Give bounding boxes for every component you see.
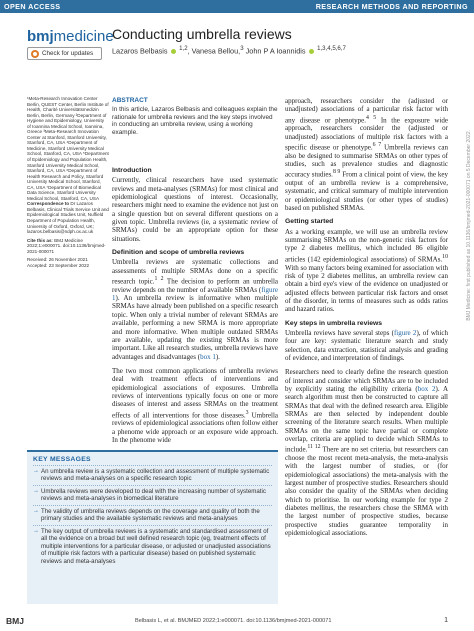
intro-text: Currently, clinical researchers have used systematic reviews and meta-analyses (SRMAs) for most clinical and epidemiological questions of interest. Occasionally, researchers might need to examine the evidence not just on a single question but on several different questions on a given topic. Umbrella reviews (ie, a systematic review of SRMAs) could be an appropriate option for these situations. xyxy=(112,176,278,243)
check-for-updates-button[interactable] xyxy=(27,47,102,60)
text-run: Umbrella reviews are systematic collections and assessments of multiple SRMAs done on a specific research topic. xyxy=(112,258,278,286)
section-label: RESEARCH METHODS AND REPORTING xyxy=(315,2,468,11)
definition-heading: Definition and scope of umbrella reviews xyxy=(112,249,245,257)
text-run: Researchers need to clearly define the research question of interest and consider which SRMAs are to be included by explicitly stating the eligibility criteria ( xyxy=(285,368,448,393)
text-run: From a clinical point of view, the key output of an umbrella review is a comprehensive, systematic, and critical summary of multiple intervention or epidemiological studies (or other types of studies) based on published SRMAs. xyxy=(285,170,448,213)
text-run: Umbrella reviews of epidemiological associations often follow either a phenome wide approach or an exposure wide approach. In the phenome wide xyxy=(112,410,278,444)
ref-sup[interactable]: 8 9 xyxy=(332,169,341,176)
getting-started-text xyxy=(285,228,448,314)
author-list xyxy=(112,45,346,55)
received-date: Received: 26 November 2021 xyxy=(27,257,88,263)
list-item: → Umbrella reviews were developed to deal with the increasing number of systematic reviews and meta-analyses in biomedical literature xyxy=(33,485,272,505)
text-run: The two most common applications of umbrella reviews deal with treatment effects of interventions and epidemiological associations of exposures. Umbrella reviews of interventions typically focus on one or more diseases of interest and assess SRMAs on the treatment effects of all interventions for those diseases. xyxy=(112,366,278,419)
abstract-text: In this article, Lazaros Belbasis and colleagues explain the rationale for umbrella reviews and the key steps involved in conducting an umbrella review, using a working example. xyxy=(112,106,278,136)
ref-sup[interactable]: 1 2 xyxy=(154,276,164,283)
list-item: → An umbrella review is a systematic collection and assessment of multiple systematic reviews and meta-analyses on a specific research topic xyxy=(33,465,272,485)
bmj-brand: BMJ xyxy=(6,616,24,626)
journal-logo[interactable] xyxy=(27,28,114,45)
ref-sup[interactable]: 6 7 xyxy=(372,142,382,149)
intro-heading: Introduction xyxy=(112,167,152,174)
correspondence-label: Correspondence to xyxy=(27,201,70,207)
ref-sup[interactable]: 11 12 xyxy=(307,444,321,451)
text-run: ), of which four are key: systematic literature search and study selection, data extraction, statistical analysis and grading of evidence, and interpretation of findings. xyxy=(285,328,448,362)
key-messages-heading: KEY MESSAGES xyxy=(33,456,91,463)
author-1-affil: 1,2 xyxy=(179,45,188,52)
page-footer xyxy=(0,612,474,631)
logo-rest: medicine xyxy=(53,28,114,45)
key-steps-p2 xyxy=(285,368,448,537)
correspondence xyxy=(27,201,109,234)
top-banner xyxy=(0,0,474,13)
main-column-left xyxy=(112,167,278,450)
box-1-link[interactable]: box 1 xyxy=(200,352,216,361)
footer-citation: Belbasis L, et al. BMJMED 2022;1:e000071. doi:10.1136/bmjmed-2021-000071 xyxy=(135,618,332,624)
text-run: Umbrella reviews can also be designed to summarise SRMAs on other types of studies, such as prevalence studies and diagnostic accuracy studies. xyxy=(285,143,448,179)
crossmark-icon xyxy=(31,50,39,58)
definition-p1 xyxy=(112,258,278,360)
ref-sup[interactable]: 3 xyxy=(245,409,249,416)
main-column-right xyxy=(285,97,448,543)
text-run: Umbrella reviews have several steps ( xyxy=(285,328,394,337)
key-steps-heading: Key steps in umbrella reviews xyxy=(285,319,383,327)
ref-sup[interactable]: 10 xyxy=(442,253,448,260)
text-run: ). xyxy=(215,352,220,361)
figure-1-link[interactable]: figure 1 xyxy=(112,285,278,303)
page-number: 1 xyxy=(444,617,448,624)
side-note: BMJ Medicine: first published as 10.1136/bmjmed-2021-000071 on 5 December 2022. xyxy=(466,130,472,321)
orcid-icon[interactable] xyxy=(309,49,315,55)
scope-continued xyxy=(285,97,448,212)
key-messages-box xyxy=(27,450,278,604)
text-run: In the exposure wide approach, researchers consider the (adjusted or unadjusted) associations of multiple risk factors with a specific disease or phenotype. xyxy=(285,116,448,152)
box-2-link[interactable]: box 2 xyxy=(417,384,436,393)
author-1[interactable]: Lazaros Belbasis xyxy=(112,46,168,56)
cite-label: Cite this as xyxy=(27,237,52,243)
logo-bold: bmj xyxy=(27,28,54,45)
author-3-affil: 1,3,4,5,6,7 xyxy=(317,45,346,52)
text-run: There are no set criteria, but researchers can choose the most recent meta-analysis, the meta-analysis with the largest number of studies, or (for epidemiological associations) the meta-analysis with the largest number of prospective studies. Researchers should also consider the quality of the SRMAs when deciding which to prioritise. In our working example for type 2 diabetes mellitus, the researchers chose the SRMA with the largest number of prospective studies, because prospective studies guarantee temporality in epidemiological associations. xyxy=(285,445,449,538)
ref-sup[interactable]: 4 5 xyxy=(365,114,377,121)
text-run: The decision to perform an umbrella review depends on the number of available SRMAs ( xyxy=(112,277,278,294)
text-run: approach, researchers consider the (adjusted or unadjusted) associations of a particular risk factor with any disease or phenotype. xyxy=(285,97,448,125)
key-messages-list xyxy=(27,465,278,567)
list-item: → The validity of umbrella reviews depends on the coverage and quality of both the primary studies and the available systematic reviews and meta-analyses xyxy=(33,505,272,525)
cite-this xyxy=(27,238,109,255)
text-run: ). A search algorithm must then be constructed to capture all SRMAs that deal with the defined research area. Eligible SRMAs are then selected by independent double screening of the literature search results. When multiple SRMAs on the same topic have partial or complete overlap, criteria are applied to decide which SRMAs to include. xyxy=(285,384,449,454)
author-2-affil: 3 xyxy=(240,45,244,52)
correspondence-text: Dr Lazaros Belbasis, Clinical Trials Service Unit and Epidemiological Studies Unit, Nuffield Department of Population Health, University of Oxford, Oxford, UK; lazaros.belbasis@ndph.ox.ac.uk xyxy=(27,201,109,235)
orcid-icon[interactable] xyxy=(171,49,177,55)
author-2[interactable]: , Vanesa Bellou, xyxy=(187,46,241,56)
affiliations-text: ¹Meta-Research Innovation Center Berlin, QUEST Center, Berlin Institute of Health, Charité Universitätsmedizin Berlin, Berlin, Germany ²Department of Hygiene and Epidemiology, University of Ioannina Medical School, Ioannina, Greece ³Meta-Research Innovation Center at Stanford, Stanford University, Stanford, CA, USA ⁴Department of Medicine, Stanford University Medical School, Stanford, CA, USA ⁵Department of Epidemiology and Population Health, Stanford University Medical School, Stanford, CA, USA ⁶Department of Health Research and Policy, Stanford University Medical School, Stanford, CA, USA ⁷Department of Biomedical Data Science, Stanford University Medical School, Stanford, CA, USA xyxy=(27,96,109,201)
abstract xyxy=(112,97,278,136)
author-3[interactable]: John P A Ioannidis xyxy=(243,46,306,56)
affiliations-sidebar xyxy=(27,96,109,268)
article-title: Conducting umbrella reviews xyxy=(112,26,292,42)
text-run: ). An umbrella review is informative when multiple SRMAs have already been published on a specific research topic. When only a trivial number of relevant SRMAs are available, performing a new SRMA is more appropriate and more informative. When multiple outdated SRMAs are available, updating the existing SRMAs is more important. Like all research studies, umbrella reviews have advantages and disadvantages ( xyxy=(112,294,278,361)
cite-text: : BMJ Medicine 2022;1:e000071. doi:10.1136/bmjmed-2021-000071 xyxy=(27,237,106,254)
accepted-date: Accepted: 23 September 2022 xyxy=(27,262,90,268)
text-run: With so many factors being examined for association with risk of type 2 diabetes mellitus, an umbrella review can obtain a bird eye's view of the evidence on unadjusted or adjusted effects between particular risk factors and onset of the disorder, in terms of measures such as odds ratios and hazard ratios. xyxy=(285,263,449,314)
figure-2-link[interactable]: figure 2 xyxy=(393,328,417,337)
text-run: As a working example, we will use an umbrella review summarising SRMAs on the non-genetic risk factors for type 2 diabetes mellitus, which included 86 eligible articles (142 epidemiological associations) of SRMAs. xyxy=(285,227,448,264)
check-for-updates-label: Check for updates xyxy=(42,50,94,57)
open-access-label: OPEN ACCESS xyxy=(4,2,61,11)
key-steps-p1 xyxy=(285,329,448,362)
definition-p2 xyxy=(112,367,278,444)
list-item: → The key output of umbrella reviews is a systematic and standardised assessment of all the evidence on a broad but well defined research topic (eg, treatment effects of multiple interventions for a particular disease, or adjusted or unadjusted associations of multiple risk factors with a particular disease) based on published systematic reviews and meta-analyses xyxy=(33,525,272,567)
abstract-heading: ABSTRACT xyxy=(112,97,148,104)
getting-started-heading: Getting started xyxy=(285,218,334,226)
